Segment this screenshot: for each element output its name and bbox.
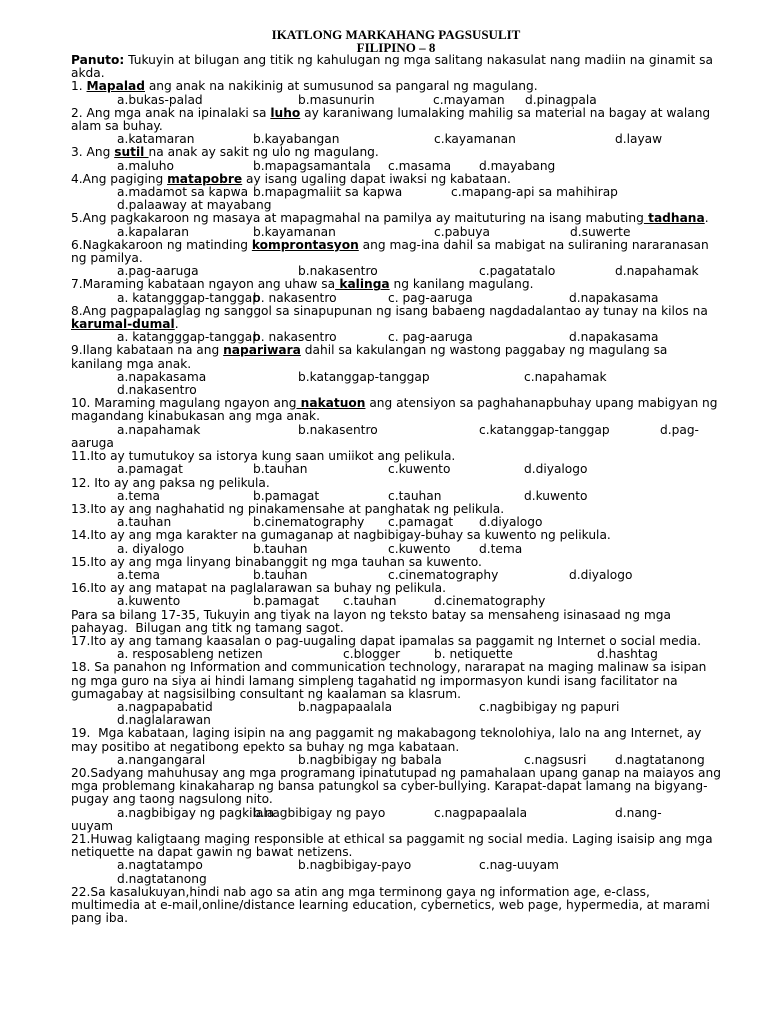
- choice: c.tauhan: [388, 488, 442, 503]
- choice: a. katangggap-tanggap: [117, 330, 260, 345]
- choice: c.pagatatalo: [479, 264, 556, 279]
- choice: a.nagbibigay ng pagkilala: [117, 805, 275, 820]
- choice: d.palaaway at mayabang: [117, 198, 272, 213]
- choices-row: [71, 754, 721, 767]
- choice: b. nakasentro: [253, 330, 337, 345]
- question: 16.Ito ay ang matapat na paglalarawan sa buhay ng pelikula.: [71, 581, 447, 596]
- choice: b.mapagsamantala: [253, 158, 371, 173]
- question: 19. Mga kabataan, laging isipin na ang paggamit ng makabagong teknolohiya, lalo na ang Internet, ay may positibo at negatibong epekto sa buhay ng mga kabataan.: [71, 726, 706, 754]
- choice: d.napakasama: [569, 290, 659, 305]
- choice: b.nagbibigay ng babala: [298, 752, 442, 767]
- exam-subject: FILIPINO – 8: [356, 40, 436, 55]
- choice: b.cinematography: [253, 515, 365, 530]
- key-word: Mapalad: [86, 79, 145, 94]
- choice: c.blogger: [343, 647, 401, 662]
- choice: a. diyalogo: [117, 541, 185, 556]
- choice: c. pag-aaruga: [388, 290, 473, 305]
- question: [71, 344, 721, 370]
- choice: b.mapagmaliit sa kapwa: [253, 185, 403, 200]
- film-section: [71, 450, 721, 608]
- question: 21.Huwag kaligtaang maging responsible at ethical sa paggamit ng social media. Laging isaisip ang mga netiquette na dapat gawin ng bawat netizens.: [71, 831, 717, 860]
- choice: b.nakasentro: [298, 422, 378, 437]
- purpose-section: [71, 633, 725, 926]
- choice: b.nakasentro: [298, 264, 378, 279]
- choice: d.napahamak: [615, 264, 699, 279]
- instructions-text: Tukuyin at bilugan ang titik ng kahulugan ng mga salitang nakasulat nang madiin na ginamit sa akda.: [71, 53, 717, 81]
- choice: d.cinematography: [434, 594, 546, 609]
- key-word: luho: [270, 105, 301, 120]
- instructions: [71, 54, 721, 80]
- choice: a.pag-aaruga: [117, 264, 199, 279]
- choice: c.mapang-api sa mahihirap: [451, 185, 618, 200]
- choice: c. pag-aaruga: [388, 330, 473, 345]
- key-word: napariwara: [223, 343, 301, 358]
- question-text: .: [704, 211, 709, 226]
- question: 22.Sa kasalukuyan,hindi nab ago sa atin ang mga terminong gaya ng information age, e-class, multimedia at e-mail,online/distance learning education, cybernetics, web page, hypermedia, at marami pang iba.: [71, 884, 714, 926]
- question: [71, 305, 721, 331]
- choice: c.nag-uuyam: [479, 858, 559, 873]
- choice: c.kayamanan: [434, 132, 516, 147]
- choice: a.maluho: [117, 158, 174, 173]
- choice: a.nagpapabatid: [117, 699, 213, 714]
- choice: d.kuwento: [524, 488, 588, 503]
- question: 14.Ito ay ang mga karakter na gumaganap at nagbibigay-buhay sa kuwento ng pelikula.: [71, 528, 611, 543]
- choice: c.kuwento: [388, 462, 451, 477]
- exam-title: IKATLONG MARKAHANG PAGSUSULIT: [271, 27, 521, 42]
- choice: c.masama: [388, 158, 452, 173]
- question-text: ng kanilang magulang.: [389, 277, 534, 292]
- choice: c.katanggap-tanggap: [479, 422, 610, 437]
- question-text: 3. Ang: [71, 145, 115, 160]
- choice: c.cinematography: [388, 567, 499, 582]
- key-word: matapobre: [167, 171, 243, 186]
- key-word: nakatuon: [296, 396, 366, 411]
- key-word: kalinga: [335, 277, 390, 292]
- choice: d.tema: [479, 541, 523, 556]
- choices-row: [71, 859, 721, 872]
- question: 12. Ito ay ang paksa ng pelikula.: [71, 475, 270, 490]
- question: 20.Sadyang mahuhusay ang mga programang ipinatutupad ng pamahalaan upang ganap na maiayos ang mga problemang kinakaharap ng bansa patungkol sa cyber-bullying. Karapat-dapat lamang na bigyang-pugay ang taong nagsulong nito.: [71, 765, 725, 807]
- choice: c.nagpapaalala: [434, 805, 528, 820]
- choice: c.mayaman: [433, 92, 505, 107]
- choice: c.tauhan: [343, 594, 397, 609]
- question-text: .: [174, 317, 179, 332]
- choice: d.nang-: [615, 805, 662, 820]
- key-word: komprontasyon: [251, 237, 359, 252]
- choice: c.pamagat: [388, 515, 454, 530]
- choice: b. netiquette: [434, 647, 513, 662]
- question-text: ay karaniwang lumalaking mahilig sa material na bagay at walang alam sa buhay.: [71, 105, 715, 134]
- choice: d.napakasama: [569, 330, 659, 345]
- choices-row: [71, 463, 721, 476]
- choice: d.nagtatanong: [615, 752, 705, 767]
- key-word: tadhana: [643, 211, 705, 226]
- question-text: 5.Ang pagkakaroon ng masaya at mapagmahal na pamilya ay maituturing na isang mabuting: [71, 211, 644, 226]
- exam-page: [71, 27, 725, 926]
- question-text: ang anak na nakikinig at sumusunod sa pangaral ng magulang.: [144, 79, 538, 94]
- choice: b.nagpapaalala: [298, 699, 393, 714]
- choices-row: [71, 424, 721, 437]
- choice: b.pamagat: [253, 488, 320, 503]
- choice: c.nagbibigay ng papuri: [479, 699, 620, 714]
- choice: b.tauhan: [253, 541, 308, 556]
- choice: d.layaw: [615, 132, 663, 147]
- choice: c.pabuya: [434, 224, 490, 239]
- choice: a.tema: [117, 488, 160, 503]
- question: 18. Sa panahon ng Information and communication technology, nararapat na maging malinaw sa isipan ng mga guro na siya ai hindi lamang simpleng tagahatid ng impormasyon kundi isang facilitator na gumagabay at nagsisilbing consultant ng kaalaman sa klasrum.: [71, 660, 711, 701]
- question: 13.Ito ay ang naghahatid ng pinakamensahe at panghatak ng pelikula.: [71, 501, 505, 516]
- choice: b.nagbibigay ng payo: [253, 805, 386, 820]
- question: 15.Ito ay ang mga linyang binabanggit ng mga tauhan sa kuwento.: [71, 554, 482, 569]
- question: [71, 239, 721, 265]
- choice: a.katamaran: [117, 132, 195, 147]
- choices-row: [71, 543, 721, 556]
- question-text: ang mag-ina dahil sa mabigat na suliraning nararanasan ng pamilya.: [71, 237, 713, 266]
- choice: d.nakasentro: [117, 383, 197, 398]
- choice: a.madamot sa kapwa: [117, 185, 249, 200]
- choice: d.suwerte: [570, 224, 631, 239]
- choice: a. resposableng netizen: [117, 647, 263, 662]
- question-text: 2. Ang mga anak na ipinalaki sa: [71, 105, 271, 120]
- question-text: 6.Nagkakaroon ng matinding: [71, 237, 252, 252]
- choice: c.nagsusri: [524, 752, 587, 767]
- choices-row: [71, 595, 721, 608]
- question: [71, 80, 721, 93]
- choice: d.nagtatanong: [117, 871, 207, 886]
- question-text: 1.: [71, 79, 87, 94]
- choice: a.napahamak: [117, 422, 201, 437]
- choice: a.kuwento: [117, 594, 181, 609]
- question-text: 9.Ilang kabataan na ang: [71, 343, 224, 358]
- choice-wrap: uuyam: [71, 818, 114, 833]
- choice: a.nagtatampo: [117, 858, 203, 873]
- key-word: karumal-dumal: [71, 317, 175, 332]
- choice: b.masunurin: [298, 92, 375, 107]
- choice: b.nagbibigay-payo: [298, 858, 412, 873]
- choices-row: [71, 807, 721, 820]
- question-text: dahil sa kakulangan ng wastong paggabay ng magulang sa kanilang mga anak.: [71, 343, 672, 371]
- question-text: 8.Ang pagpapalaglag ng sanggol sa sinapupunan ng isang babaeng nagdadalantao ay tunay na kilos na: [71, 303, 712, 318]
- choice: d.diyalogo: [479, 515, 543, 530]
- choice: c.kuwento: [388, 541, 451, 556]
- choice: b.katanggap-tanggap: [298, 369, 430, 384]
- choice: c.napahamak: [524, 369, 607, 384]
- question: [71, 397, 721, 423]
- choice: b.tauhan: [253, 567, 308, 582]
- question: 11.Ito ay tumutukoy sa istorya kung saan umiikot ang pelikula.: [71, 449, 456, 464]
- question-text: ay isang ugaling dapat iwaksi ng kabataan.: [242, 171, 511, 186]
- choice: a.bukas-palad: [117, 92, 203, 107]
- question-text: 7.Maraming kabataan ngayon ang uhaw sa: [71, 277, 336, 292]
- choice: b.pamagat: [253, 594, 320, 609]
- question-text: ang atensiyon sa paghahanapbuhay upang mabigyan ng magandang kinabukasan ang mga anak.: [71, 396, 722, 424]
- vocabulary-section: [71, 80, 721, 450]
- question: [71, 107, 721, 133]
- choice: d.diyalogo: [569, 567, 633, 582]
- choice: d.mayabang: [479, 158, 556, 173]
- choice: b.kayabangan: [253, 132, 340, 147]
- choice: b. nakasentro: [253, 290, 337, 305]
- choice: a.nangangaral: [117, 752, 206, 767]
- question: 17.Ito ay ang tamang kaasalan o pag-uugaling dapat ipamalas sa paggamit ng Internet o social media.: [71, 633, 702, 648]
- choice: b.tauhan: [253, 462, 308, 477]
- question: [71, 212, 721, 225]
- choice: d.pinagpala: [525, 92, 597, 107]
- question-text: na anak ay sakit ng ulo ng magulang.: [148, 145, 379, 160]
- key-word: sutil: [114, 145, 149, 160]
- choice-wrap: aaruga: [71, 435, 114, 450]
- question-text: 4.Ang pagiging: [71, 171, 168, 186]
- choice: a.tema: [117, 567, 160, 582]
- section-instructions: Para sa bilang 17-35, Tukuyin ang tiyak na layon ng teksto batay sa mensaheng isinasaad ng mga pahayag. Bilugan ang titk ng tamang sagot.: [71, 607, 675, 635]
- choice: a.kapalaran: [117, 224, 189, 239]
- choice: a. katangggap-tanggap: [117, 290, 260, 305]
- choices-row: [71, 490, 721, 503]
- question: [71, 146, 721, 159]
- choice: d.hashtag: [597, 647, 658, 662]
- choice: d.naglalarawan: [117, 713, 211, 728]
- choice: a.pamagat: [117, 462, 183, 477]
- choice: a.tauhan: [117, 515, 172, 530]
- choice: d.pag-: [660, 422, 699, 437]
- question: [71, 278, 721, 291]
- question-text: 10. Maraming magulang ngayon ang: [71, 396, 297, 411]
- choice: a.napakasama: [117, 369, 207, 384]
- choice: b.kayamanan: [253, 224, 336, 239]
- choice: d.diyalogo: [524, 462, 588, 477]
- instructions-label: Panuto:: [71, 53, 125, 67]
